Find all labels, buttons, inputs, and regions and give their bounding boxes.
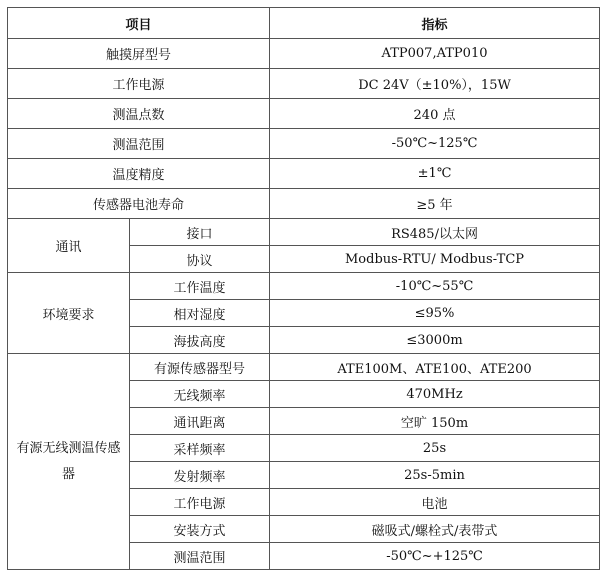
sub-label: 协议 [130,246,270,273]
row-value: DC 24V（±10%），15W [270,69,600,99]
header-spec: 指标 [270,8,600,39]
group-label: 通讯 [8,219,130,273]
row-value: 470MHz [270,381,600,408]
row-value: -10℃~55℃ [270,273,600,300]
row-value: ±1℃ [270,159,600,189]
row-label: 工作电源 [8,69,270,99]
row-value: 空旷 150m [270,408,600,435]
header-item: 项目 [8,8,270,39]
table-row [8,159,600,189]
row-value: 电池 [270,489,600,516]
sub-label: 有源传感器型号 [130,354,270,381]
table-row [8,189,600,219]
sub-label: 发射频率 [130,462,270,489]
row-label: 测温点数 [8,99,270,129]
sub-label: 采样频率 [130,435,270,462]
sub-label: 接口 [130,219,270,246]
row-value: ATE100M、ATE100、ATE200 [270,354,600,381]
group-label: 有源无线测温传感器 [8,354,130,570]
sub-label: 通讯距离 [130,408,270,435]
table-row [8,69,600,99]
sub-label: 工作电源 [130,489,270,516]
row-value: 240 点 [270,99,600,129]
table-row [8,354,600,381]
row-value: -50℃~125℃ [270,129,600,159]
row-label: 传感器电池寿命 [8,189,270,219]
row-value: 25s-5min [270,462,600,489]
row-label: 触摸屏型号 [8,39,270,69]
sub-label: 无线频率 [130,381,270,408]
row-value: ≥5 年 [270,189,600,219]
sub-label: 测温范围 [130,543,270,570]
sub-label: 安装方式 [130,516,270,543]
row-value: Modbus-RTU/ Modbus-TCP [270,246,600,273]
row-value: 25s [270,435,600,462]
row-value: ATP007,ATP010 [270,39,600,69]
sub-label: 相对湿度 [130,300,270,327]
table-row [8,273,600,300]
sub-label: 工作温度 [130,273,270,300]
row-value: 磁吸式/螺栓式/表带式 [270,516,600,543]
group-label: 环境要求 [8,273,130,354]
row-value: ≤3000m [270,327,600,354]
table-row [8,129,600,159]
row-label: 温度精度 [8,159,270,189]
sub-label: 海拔高度 [130,327,270,354]
row-label: 测温范围 [8,129,270,159]
spec-table [7,7,600,570]
table-row [8,219,600,246]
table-row [8,99,600,129]
table-row [8,39,600,69]
row-value: RS485/以太网 [270,219,600,246]
row-value: -50℃~+125℃ [270,543,600,570]
row-value: ≤95% [270,300,600,327]
